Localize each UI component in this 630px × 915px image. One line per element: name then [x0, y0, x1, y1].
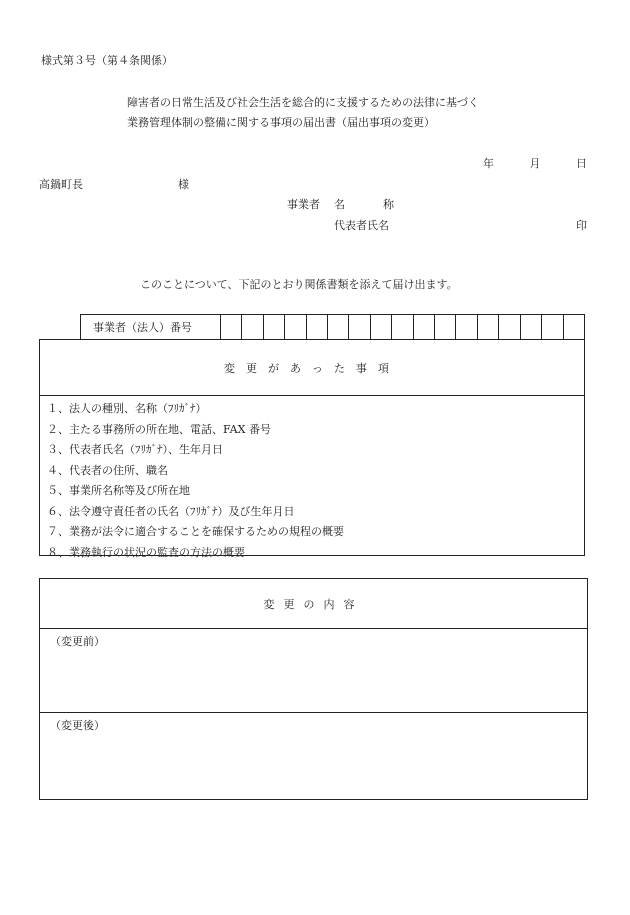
- changed-items-box: [39, 339, 585, 559]
- changed-item-6[interactable]: ６、法令遵守責任者の氏名（ﾌﾘｶﾞﾅ）及び生年月日: [47, 504, 295, 518]
- after-change-field[interactable]: [40, 713, 587, 733]
- applicant-label: 事業者: [287, 198, 320, 211]
- addressee-suffix: 様: [178, 178, 189, 191]
- after-change-label: （変更後）: [50, 719, 105, 732]
- date-field[interactable]: [483, 155, 587, 171]
- form-title-line1: 障害者の日常生活及び社会生活を総合的に支援するための法律に基づく: [127, 96, 479, 109]
- date-month: 月: [529, 157, 541, 170]
- changed-item-3[interactable]: ３、代表者氏名（ﾌﾘｶﾞﾅ）、生年月日: [47, 443, 223, 456]
- changed-item-5[interactable]: ５、事業所名称等及び所在地: [47, 484, 190, 497]
- changed-items-heading: 変更があった事項: [40, 340, 584, 396]
- corp-number-cell[interactable]: [499, 315, 520, 339]
- corp-number-cell[interactable]: [328, 315, 349, 339]
- change-content-heading: 変更の内容: [40, 579, 587, 629]
- form-title-line2: 業務管理体制の整備に関する事項の届出書（届出事項の変更）: [127, 116, 435, 129]
- corp-number-cell[interactable]: [221, 315, 242, 339]
- seal-mark: 印: [576, 219, 587, 232]
- changed-item-2[interactable]: ２、主たる事務所の所在地、電話、FAX 番号: [47, 422, 271, 436]
- corp-number-label: 事業者（法人）番号: [81, 315, 221, 339]
- corp-number-cell[interactable]: [349, 315, 370, 339]
- changed-item-7[interactable]: ７、業務が法令に適合することを確保するための規程の概要: [47, 525, 344, 538]
- changed-item-8[interactable]: ８、業務執行の状況の監査の方法の概要: [47, 545, 245, 559]
- corp-number-cell[interactable]: [392, 315, 413, 339]
- date-day: 日: [576, 157, 587, 170]
- corp-number-cell[interactable]: [456, 315, 477, 339]
- applicant-name-label-a: 名: [334, 198, 345, 211]
- corp-number-cell[interactable]: [542, 315, 563, 339]
- corp-number-cell[interactable]: [435, 315, 456, 339]
- addressee-name: 高鍋町長: [39, 178, 83, 191]
- corp-number-cells: [221, 315, 584, 339]
- before-change-field[interactable]: [40, 629, 587, 713]
- corp-number-cell[interactable]: [285, 315, 306, 339]
- corp-number-cell[interactable]: [371, 315, 392, 339]
- corp-number-cell[interactable]: [242, 315, 263, 339]
- applicant-name-label-b: 称: [383, 198, 394, 211]
- intro-text: このことについて、下記のとおり関係書類を添えて届け出ます。: [140, 278, 458, 291]
- before-change-label: （変更前）: [50, 635, 105, 648]
- changed-item-1[interactable]: １、法人の種別、名称（ﾌﾘｶﾞﾅ）: [47, 402, 207, 415]
- changed-item-4[interactable]: ４、代表者の住所、職名: [47, 463, 168, 477]
- change-content-box: [39, 578, 588, 800]
- corp-number-cell[interactable]: [414, 315, 435, 339]
- corp-number-cell[interactable]: [307, 315, 328, 339]
- representative-label: 代表者氏名: [334, 219, 389, 232]
- corp-number-cell[interactable]: [564, 315, 584, 339]
- corp-number-cell[interactable]: [264, 315, 285, 339]
- corp-number-cell[interactable]: [478, 315, 499, 339]
- changed-items-list: [40, 396, 584, 563]
- date-year: 年: [483, 157, 494, 170]
- corp-number-row: [80, 314, 585, 339]
- corp-number-cell[interactable]: [521, 315, 542, 339]
- form-id: 様式第３号（第４条関係）: [41, 54, 173, 67]
